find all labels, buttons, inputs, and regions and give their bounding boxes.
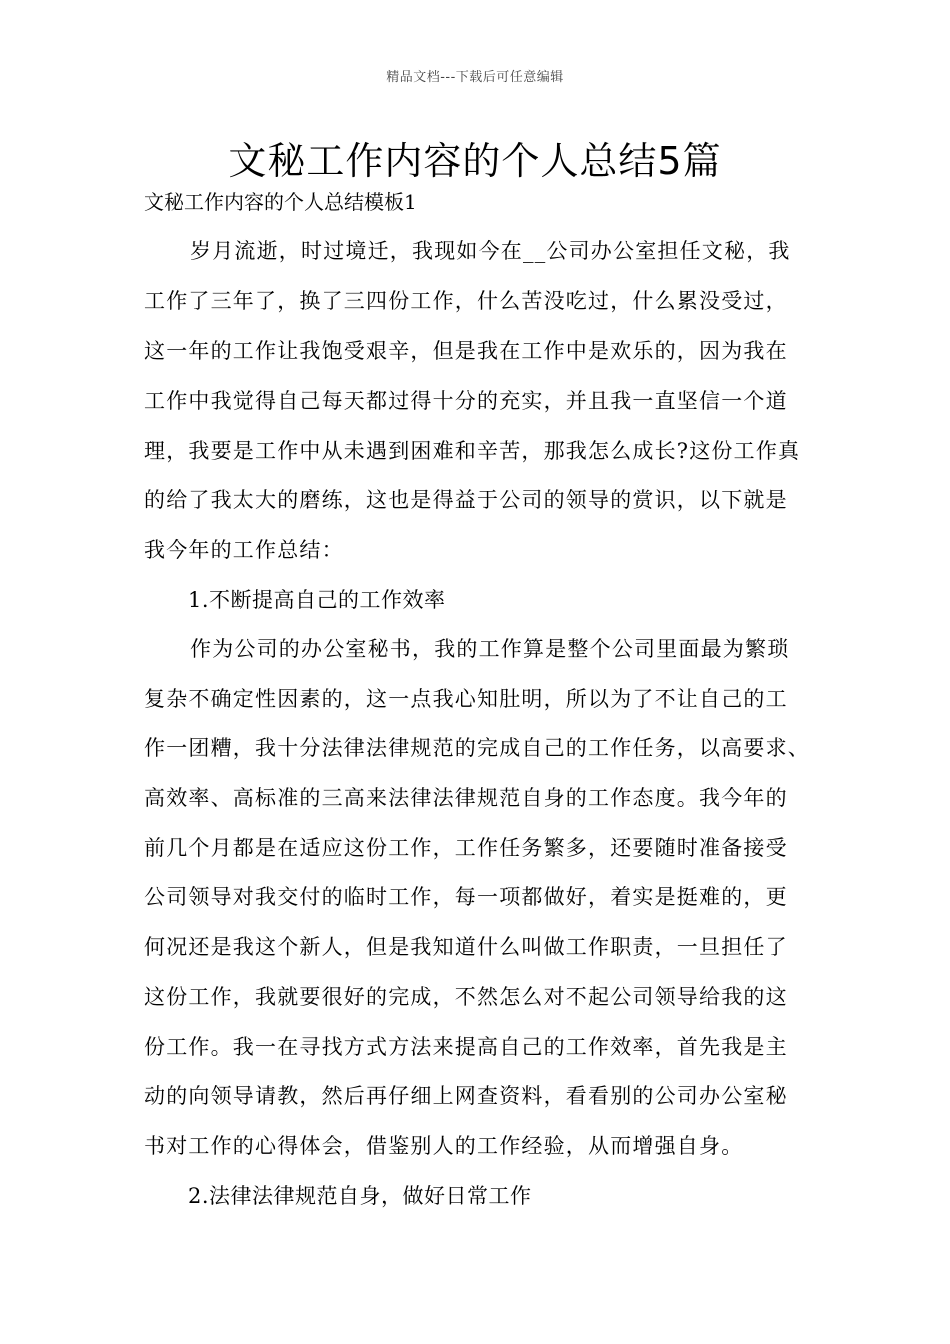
paragraph-line: 理，我要是工作中从未遇到困难和辛苦，那我怎么成长?这份工作真 — [144, 439, 801, 463]
paragraph-line: 何况还是我这个新人，但是我知道什么叫做工作职责，一旦担任了 — [144, 935, 788, 959]
paragraph-line: 高效率、高标准的三高来法律法律规范自身的工作态度。我今年的 — [144, 786, 788, 810]
header-note: 精品文档---下载后可任意编辑 — [386, 70, 564, 85]
paragraph-line: 书对工作的心得体会，借鉴别人的工作经验，从而增强自身。 — [144, 1134, 744, 1158]
paragraph-line: 岁月流逝，时过境迁，我现如今在__公司办公室担任文秘，我 — [190, 239, 791, 263]
paragraph-line: 份工作。我一在寻找方式方法来提高自己的工作效率，首先我是主 — [144, 1035, 788, 1059]
paragraph-line: 公司领导对我交付的临时工作，每一项都做好，着实是挺难的，更 — [144, 885, 788, 909]
document-title: 文秘工作内容的个人总结5篇 — [228, 139, 722, 183]
paragraph-line: 前几个月都是在适应这份工作，工作任务繁多，还要随时准备接受 — [144, 836, 788, 860]
paragraph-line: 复杂不确定性因素的，这一点我心知肚明，所以为了不让自己的工 — [144, 687, 788, 711]
paragraph-line: 的给了我太大的磨练，这也是得益于公司的领导的赏识，以下就是 — [144, 488, 788, 512]
paragraph-line: 工作中我觉得自己每天都过得十分的充实，并且我一直坚信一个道 — [144, 389, 788, 413]
section-heading: 2.法律法律规范自身，做好日常工作 — [188, 1184, 532, 1208]
paragraph-line: 作为公司的办公室秘书，我的工作算是整个公司里面最为繁琐 — [190, 637, 790, 661]
paragraph-line: 这份工作，我就要很好的完成，不然怎么对不起公司领导给我的这 — [144, 985, 788, 1009]
paragraph-line: 这一年的工作让我饱受艰辛，但是我在工作中是欢乐的，因为我在 — [144, 339, 788, 363]
document-subtitle: 文秘工作内容的个人总结模板1 — [144, 190, 417, 214]
paragraph-line: 工作了三年了，换了三四份工作，什么苦没吃过，什么累没受过， — [144, 289, 788, 313]
paragraph-line: 动的向领导请教，然后再仔细上网查资料，看看别的公司办公室秘 — [144, 1084, 788, 1108]
section-heading: 1.不断提高自己的工作效率 — [188, 588, 446, 612]
paragraph-line: 我今年的工作总结： — [144, 538, 344, 562]
paragraph-line: 作一团糟，我十分法律法律规范的完成自己的工作任务，以高要求、 — [144, 736, 810, 760]
